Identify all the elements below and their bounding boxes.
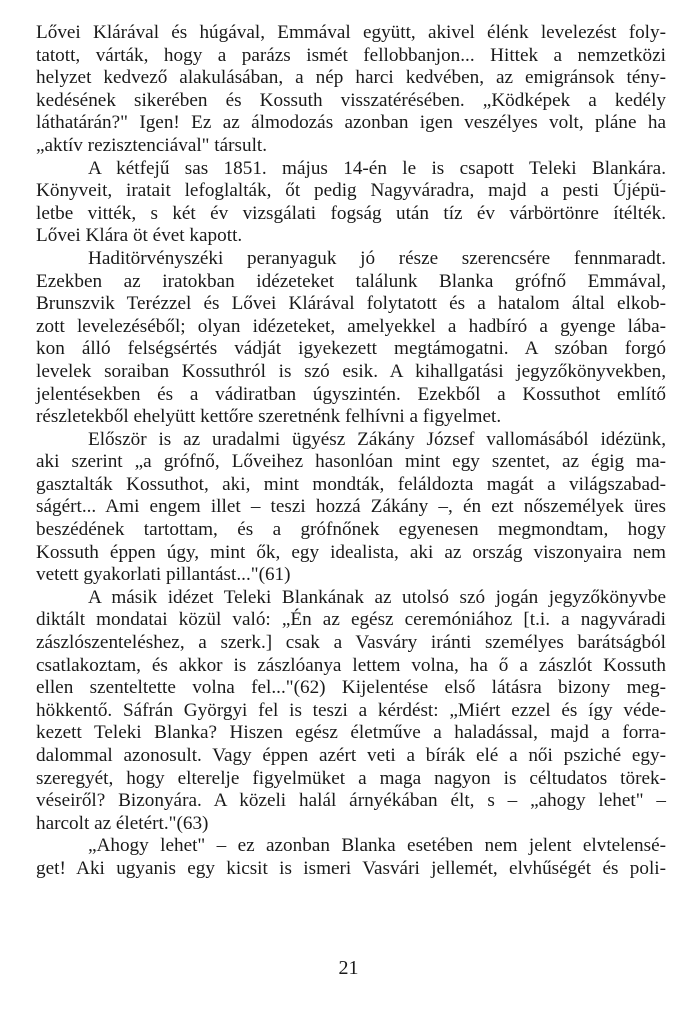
text-line: részletekből ehelyütt kettőre szeretnénk felhívni a figyelmet. [36, 406, 502, 428]
text-line: láthatárán?" Igen! Ez az álmodozás azonban igen veszélyes volt, pláne ha [36, 112, 666, 134]
text-line: helyzet kedvező alakulásában, a nép harci kedvében, az emigránsok tény- [36, 67, 666, 89]
text-line: Haditörvényszéki peranyaguk jó része szerencsére fennmaradt. [88, 247, 666, 269]
text-line: Brunszvik Terézzel és Lővei Klárával folytatott és a hatalom által elkob- [36, 293, 666, 315]
paragraph-5 [36, 587, 666, 836]
text-line: zászlószenteléshez, a szerk.] csak a Vasváry iránti személyes barátságból [36, 632, 666, 654]
text-line: vetett gyakorlati pillantást..."(61) [36, 564, 291, 586]
text-line: kezett Teleki Blanka? Hiszen egész életműve a haladással, majd a forra- [36, 722, 666, 744]
text-line: Először is az uradalmi ügyész Zákány József vallomásából idézünk, [88, 428, 666, 450]
text-line: levelek soraiban Kossuthról is szó esik. A kihallgatási jegyzőkönyvekben, [36, 360, 666, 382]
text-line: ságért... Ami engem illet – teszi hozzá Zákány –, én ezt nőszemélyek üres [36, 496, 666, 518]
text-line: Lővei Klára öt évet kapott. [36, 225, 243, 247]
page-text [36, 22, 666, 881]
text-line: aki szerint „a grófnő, Lőveihez hasonlóan mint egy szentet, az égig ma- [36, 451, 666, 473]
text-line: tatott, várták, hogy a parázs ismét fellobbanjon... Hittek a nemzetközi [36, 44, 666, 66]
text-line: csatlakoztam, és akkor is zászlóanya lettem volna, ha ő a zászlót Kossuth [36, 654, 666, 676]
paragraph-1 [36, 22, 666, 158]
text-line: Lővei Klárával és húgával, Emmával együtt, akivel élénk levelezést foly- [36, 22, 666, 43]
text-line: szeregyét, hogy elterelje figyelmüket a maga nagyon is céltudatos törek- [36, 767, 666, 789]
text-line: letbe vitték, s két év vizsgálati fogság után tíz év várbörtönre ítélték. [36, 202, 666, 224]
text-line: hökkentő. Sáfrán Györgyi fel is teszi a kérdést: „Miért ezzel és így véde- [36, 699, 666, 721]
paragraph-6 [36, 835, 666, 880]
text-line: A másik idézet Teleki Blankának az utolsó szó jogán jegyzőkönyvbe [88, 586, 666, 608]
text-line: gasztalták Kossuthot, aki, mint mondták, feláldozta magát a világszabad- [36, 473, 666, 495]
paragraph-2 [36, 158, 666, 248]
text-line: beszédének tartottam, és a grófnőnek egyenesen megmondtam, hogy [36, 519, 666, 541]
text-line: get! Aki ugyanis egy kicsit is ismeri Vasvári jellemét, elvhűségét és poli- [36, 857, 666, 879]
paragraph-3 [36, 248, 666, 429]
text-line: Könyveit, iratait lefoglalták, őt pedig Nagyváradra, majd a pesti Újépü- [36, 180, 666, 202]
text-line: A kétfejű sas 1851. május 14-én le is csapott Teleki Blankára. [88, 157, 666, 179]
text-line: „Ahogy lehet" – ez azonban Blanka esetében nem jelent elvtelensé- [88, 835, 666, 857]
paragraph-4 [36, 429, 666, 587]
text-line: Ezekben az iratokban idézeteket találunk Blanka grófnő Emmával, [36, 270, 666, 292]
text-line: kon álló felségsértés vádját igyekezett megtámogatni. A szóban forgó [36, 338, 666, 360]
text-line: harcolt az életért."(63) [36, 812, 209, 834]
text-line: dalommal azonosult. Vagy éppen azért veti a bírák elé a női psziché egy- [36, 745, 666, 766]
text-line: jelentésekben és a vádiratban úgyszintén. Ezekből a Kossuthot említő [36, 383, 666, 405]
text-line: Kossuth éppen úgy, mint ők, egy idealista, aki az ország viszonyaira nem [36, 541, 666, 563]
text-line: „aktív rezisztenciával" társult. [36, 134, 268, 156]
text-line: véseiről? Bizonyára. A közeli halál árnyékában élt, s – „ahogy lehet" – [36, 790, 666, 812]
page-number: 21 [338, 957, 359, 979]
text-line: kedésének sikerében és Kossuth visszatérésében. „Ködképek a kedély [36, 89, 666, 111]
text-line: ellen szenteltette volna fel..."(62) Kijelentése első látásra bizony meg- [36, 677, 666, 699]
text-line: zott levelezéséből; olyan idézeteket, amelyekkel a hadbíró a gyenge lába- [36, 315, 666, 337]
text-line: diktált mondatai közül való: „Én az egész ceremóniához [t.i. a nagyváradi [36, 609, 666, 631]
